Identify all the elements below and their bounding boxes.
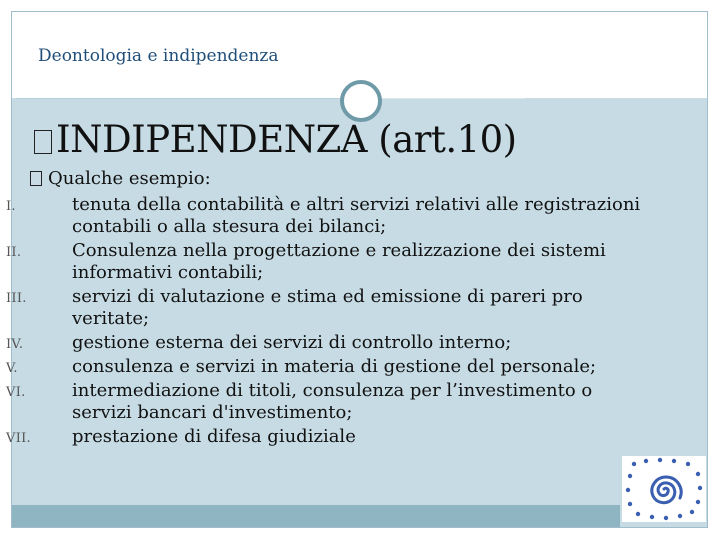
missing-glyph-icon <box>34 130 52 154</box>
spiral-logo-icon <box>622 456 706 522</box>
footer-strip <box>12 505 620 527</box>
list-item: II. Consulenza nella progettazione e realizzazione dei sistemi informativi contabili; <box>0 240 720 284</box>
list-text: tenuta della contabilità e altri servizi relativi alle registrazioni contabili o alla stesura dei bilanci; <box>72 194 641 237</box>
lead-text: Qualche esempio: <box>48 168 211 189</box>
list-item: I. tenuta della contabilità e altri servizi relativi alle registrazioni contabili o alla stesura dei bilanci; <box>0 194 720 238</box>
list-item: VI. intermediazione di titoli, consulenza per l’investimento o servizi bancari d'investimento; <box>0 380 720 424</box>
list-text: servizi di valutazione e stima ed emissione di pareri pro veritate; <box>72 286 583 329</box>
lead-line <box>30 168 211 189</box>
list-text: consulenza e servizi in materia di gestione del personale; <box>72 356 597 377</box>
list-item: IV. gestione esterna dei servizi di controllo interno; <box>0 332 720 354</box>
list-text: prestazione di difesa giudiziale <box>72 426 356 447</box>
missing-glyph-icon <box>30 171 42 186</box>
header-rule-left <box>16 98 342 99</box>
header-rule-right <box>380 98 525 99</box>
list-text: gestione esterna dei servizi di controllo interno; <box>72 332 512 353</box>
list-item: V. consulenza e servizi in materia di gestione del personale; <box>0 356 720 378</box>
list-text: Consulenza nella progettazione e realizzazione dei sistemi informativi contabili; <box>72 240 606 283</box>
circle-ornament-icon <box>340 80 382 122</box>
list-text: intermediazione di titoli, consulenza per l’investimento o servizi bancari d'investimento; <box>72 380 593 423</box>
list-item: III. servizi di valutazione e stima ed emissione di pareri pro veritate; <box>0 286 720 330</box>
slide-title-text: INDIPENDENZA (art.10) <box>56 118 517 161</box>
roman-list <box>0 194 720 450</box>
list-item: VII. prestazione di difesa giudiziale <box>0 426 720 448</box>
slide-title <box>34 118 517 161</box>
header-title: Deontologia e indipendenza <box>38 46 279 66</box>
